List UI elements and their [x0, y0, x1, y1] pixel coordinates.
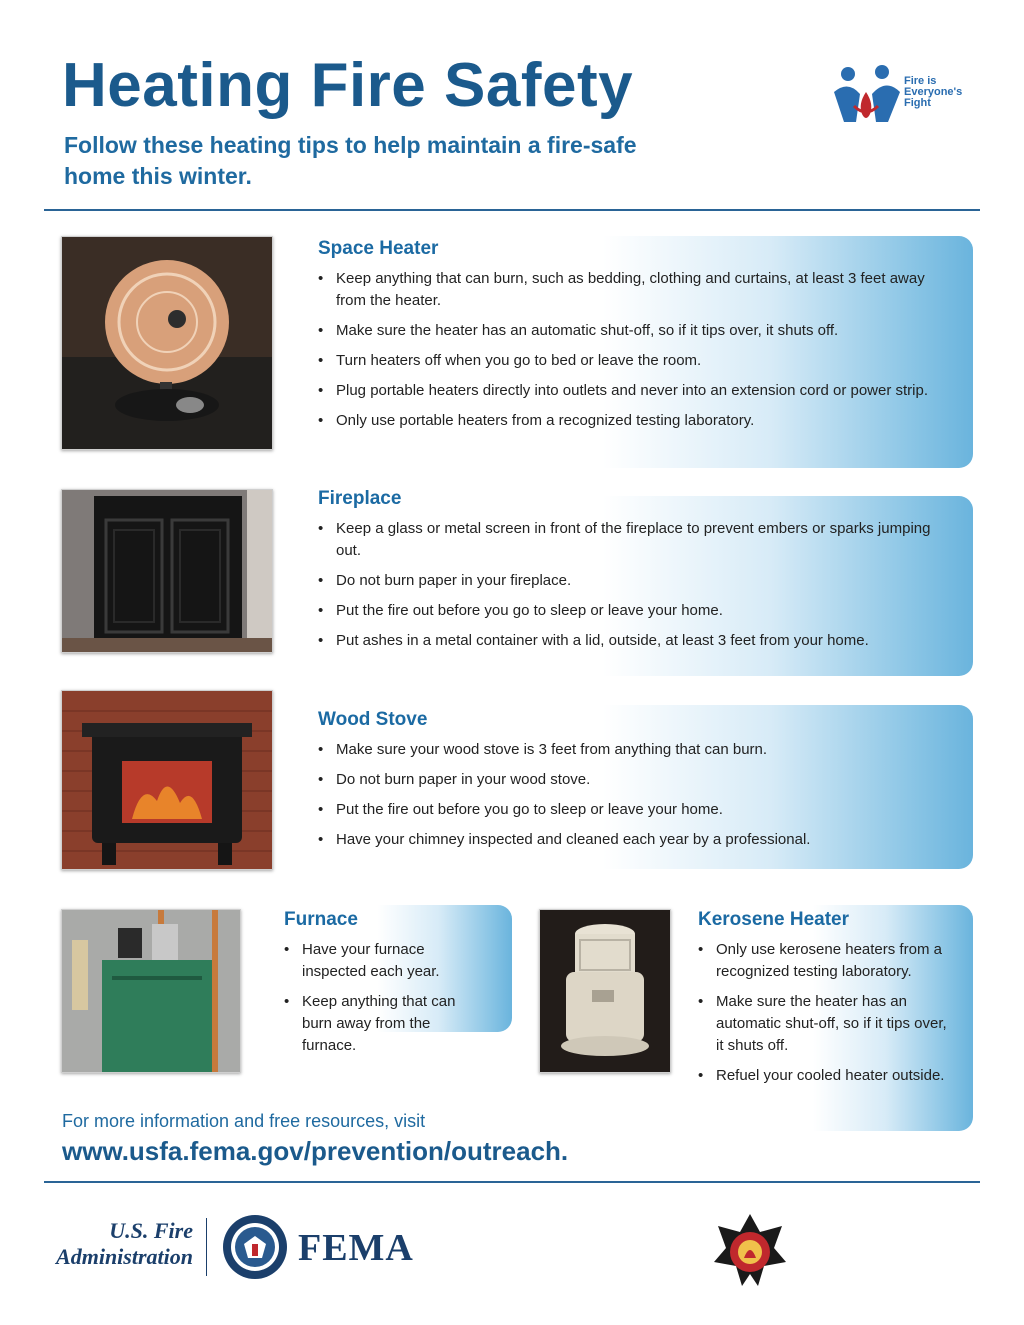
list-item: • Turn heaters off when you go to bed or leave the room.	[318, 350, 948, 372]
logo-text: Fire is Everyone's Fight	[904, 75, 963, 109]
fireplace-tips	[318, 518, 948, 660]
list-item: • Put the fire out before you go to sleep or leave your home.	[318, 600, 948, 622]
kerosene-heater-photo	[539, 909, 671, 1073]
page-title: Heating Fire Safety	[62, 51, 634, 120]
kerosene-heater-tips	[698, 939, 948, 1095]
kerosene-heater-panel	[682, 905, 973, 1131]
fire-is-everyones-fight-logo	[830, 62, 980, 132]
usfa-logo-text: U.S. Fire Administration	[56, 1218, 193, 1269]
fireplace-heading: Fireplace	[318, 488, 402, 509]
list-item: • Do not burn paper in your fireplace.	[318, 570, 948, 592]
kerosene-heater-heading: Kerosene Heater	[698, 909, 850, 930]
list-item: • Put the fire out before you go to sleep or leave your home.	[318, 799, 948, 821]
wood-stove-panel	[300, 705, 973, 869]
list-item: • Keep anything that can burn away from the furnace.	[284, 991, 484, 1057]
list-item: • Only use portable heaters from a recognized testing laboratory.	[318, 410, 948, 432]
list-item: • Plug portable heaters directly into outlets and never into an extension cord or power strip.	[318, 380, 948, 402]
fireplace-photo	[61, 489, 273, 653]
page-subtitle: Follow these heating tips to help maintain a fire-safe home this winter.	[64, 132, 637, 189]
fema-logo-text: FEMA	[298, 1227, 414, 1269]
space-heater-photo	[61, 236, 273, 450]
resources-url[interactable]: www.usfa.fema.gov/prevention/outreach.	[62, 1136, 569, 1166]
list-item: • Have your chimney inspected and cleaned each year by a professional.	[318, 829, 948, 851]
wood-stove-photo	[61, 690, 273, 870]
furnace-photo	[61, 909, 241, 1073]
space-heater-tips	[318, 268, 948, 440]
family-flame-icon	[830, 62, 904, 128]
list-item: • Do not burn paper in your wood stove.	[318, 769, 948, 791]
logo-divider	[206, 1218, 207, 1276]
header-divider	[44, 209, 980, 211]
dhs-seal-icon	[222, 1214, 288, 1280]
footer-divider	[44, 1181, 980, 1183]
furnace-heading: Furnace	[284, 909, 358, 930]
fire-badge-icon	[712, 1212, 788, 1288]
list-item: • Make sure the heater has an automatic shut-off, so if it tips over, it shuts off.	[698, 991, 948, 1057]
space-heater-heading: Space Heater	[318, 238, 439, 259]
list-item: • Make sure your wood stove is 3 feet from anything that can burn.	[318, 739, 948, 761]
list-item: • Put ashes in a metal container with a lid, outside, at least 3 feet from your home.	[318, 630, 948, 652]
list-item: • Have your furnace inspected each year.	[284, 939, 484, 983]
more-info-text: For more information and free resources, visit	[62, 1111, 426, 1131]
list-item: • Keep anything that can burn, such as bedding, clothing and curtains, at least 3 feet away from the heater.	[318, 268, 948, 312]
list-item: • Keep a glass or metal screen in front of the fireplace to prevent embers or sparks jumping out.	[318, 518, 948, 562]
wood-stove-heading: Wood Stove	[318, 709, 428, 730]
list-item: • Refuel your cooled heater outside.	[698, 1065, 948, 1087]
list-item: • Make sure the heater has an automatic shut-off, so if it tips over, it shuts off.	[318, 320, 948, 342]
space-heater-panel	[300, 236, 973, 468]
furnace-tips	[284, 939, 484, 1065]
furnace-panel	[268, 905, 512, 1054]
fireplace-panel	[300, 488, 973, 676]
wood-stove-tips	[318, 739, 948, 859]
list-item: • Only use kerosene heaters from a recognized testing laboratory.	[698, 939, 948, 983]
